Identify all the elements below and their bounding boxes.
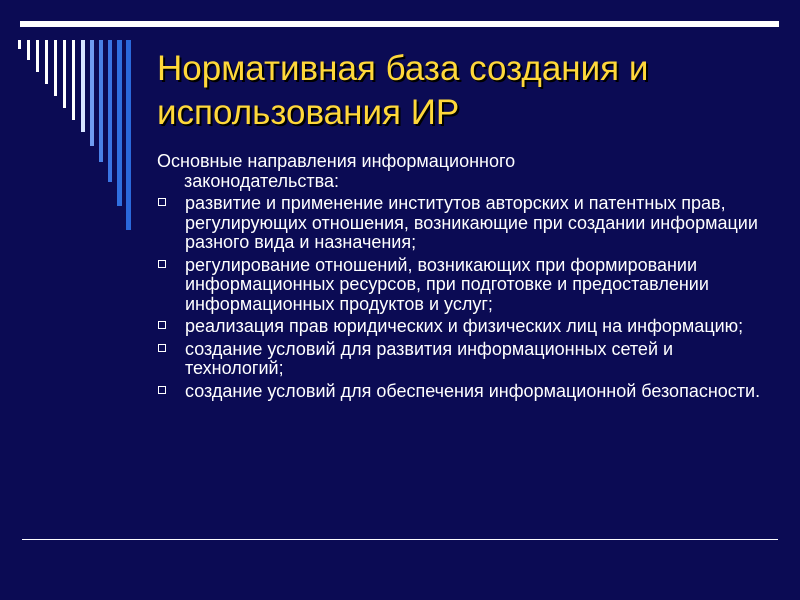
bullet-text: реализация прав юридических и физических лиц на информацию; — [185, 316, 744, 336]
bullet-item — [157, 382, 762, 402]
stripe — [81, 40, 85, 132]
stripe — [72, 40, 75, 120]
decorative-stripes — [0, 0, 140, 240]
stripe — [126, 40, 131, 230]
stripe — [117, 40, 122, 206]
square-bullet-icon — [158, 344, 166, 352]
bullet-item — [157, 340, 762, 379]
slide-content — [157, 152, 762, 404]
intro-text — [157, 152, 762, 191]
stripe — [90, 40, 94, 146]
stripe — [45, 40, 48, 84]
stripe — [36, 40, 39, 72]
stripe — [18, 40, 21, 49]
stripe — [27, 40, 30, 60]
title-line-2: использования ИР — [157, 93, 460, 132]
bullet-text: создание условий для развития информационных сетей и технологий; — [185, 338, 674, 378]
slide-title — [157, 47, 777, 135]
square-bullet-icon — [158, 321, 166, 329]
square-bullet-icon — [158, 386, 166, 394]
square-bullet-icon — [158, 198, 166, 206]
stripe — [63, 40, 66, 108]
bullet-text: регулирование отношений, возникающих при формировании информационных ресурсов, при подготовке и предоставлении информационных продуктов и услуг; — [185, 254, 709, 314]
bullet-item — [157, 194, 762, 253]
square-bullet-icon — [158, 260, 166, 268]
title-line-1: Нормативная база создания и — [157, 49, 649, 88]
stripe — [54, 40, 57, 96]
stripe — [99, 40, 103, 162]
stripe — [108, 40, 112, 182]
bullet-text: создание условий для обеспечения информационной безопасности. — [185, 380, 761, 401]
bullet-list — [157, 194, 762, 401]
bullet-item — [157, 256, 762, 315]
intro-line-2: законодательства: — [184, 170, 339, 191]
bottom-rule — [22, 539, 778, 540]
intro-line-1: Основные направления информационного — [157, 151, 516, 171]
bullet-item — [157, 317, 762, 337]
bullet-text: развитие и применение институтов авторских и патентных прав, регулирующих отношения, возникающие при создании информации разного вида и назначения; — [185, 193, 758, 252]
